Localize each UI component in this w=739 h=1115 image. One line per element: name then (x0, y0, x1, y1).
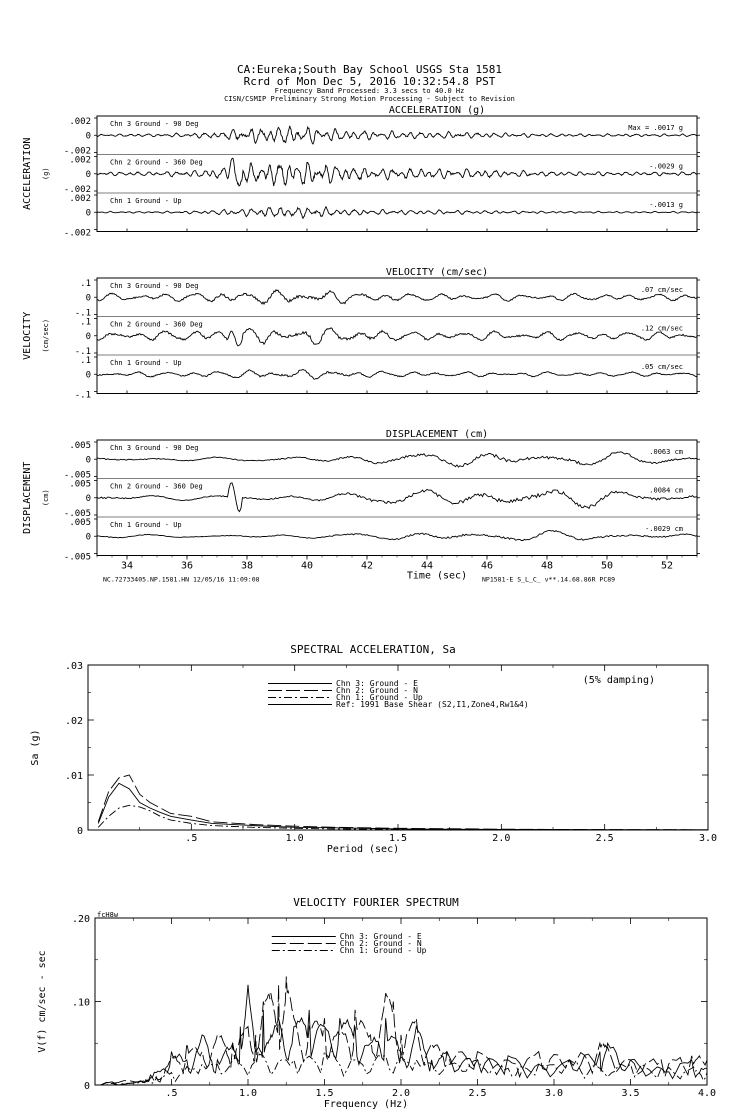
acc-peak-value: Max = .0017 g (628, 124, 683, 132)
velocity-fourier-chart (0, 890, 739, 1115)
sa-xtick-label: 3.0 (698, 833, 718, 844)
vel-channel-name: Chn 3 Ground - 90 Deg (110, 282, 199, 290)
time-tick-label: 44 (420, 560, 434, 572)
sa-legend-label: Chn 1: Ground - Up (336, 693, 423, 702)
time-tick-label: 48 (540, 560, 554, 572)
vel-tick-bottom: -.1 (74, 390, 91, 401)
vf-xtick-label: 1.5 (315, 1088, 334, 1099)
dis-ylabel: DISPLACEMENT (22, 461, 33, 534)
frequency-band: Frequency Band Processed: 3.3 secs to 40.0 Hz (274, 87, 465, 95)
sa-legend-label: Ref: 1991 Base Shear (S2,I1,Zone4,Rw1&4) (336, 700, 529, 709)
vel-trace-3 (97, 290, 697, 304)
time-tick-label: 40 (300, 560, 314, 572)
vel-ylabel: VELOCITY (22, 311, 33, 360)
dis-panel (22, 429, 700, 584)
vf-ytick-label: .10 (71, 997, 90, 1009)
vel-peak-value: .12 cm/sec (640, 324, 683, 333)
dis-tick-top: .005 (69, 479, 91, 490)
vf-title: VELOCITY FOURIER SPECTRUM (293, 896, 459, 909)
sa-xtick-label: 2.5 (595, 833, 614, 844)
sa-annotation: (5% damping) (582, 675, 655, 686)
dis-tick-bottom: -.005 (63, 552, 91, 563)
vel-tick-zero: 0 (85, 293, 91, 304)
dis-peak-value: -.0029 cm (645, 525, 683, 533)
acc-tick-zero: 0 (85, 131, 91, 142)
dis-unit: (cm) (42, 489, 50, 507)
vel-trace-2 (97, 328, 697, 346)
acc-tick-top: .002 (69, 194, 91, 204)
vel-peak-value: .05 cm/sec (640, 363, 683, 371)
dis-title: DISPLACEMENT (cm) (385, 429, 489, 440)
vf-xlabel: Frequency (Hz) (323, 1099, 409, 1110)
dis-channel-name: Chn 2 Ground - 360 Deg (110, 482, 203, 491)
acc-unit: (g) (42, 167, 50, 181)
time-tick-label: 38 (240, 560, 254, 572)
sa-ytick-label: .01 (64, 771, 83, 782)
vel-tick-top: .1 (80, 356, 91, 366)
vf-xtick-label: 4.0 (697, 1088, 717, 1099)
acc-panel (22, 105, 700, 239)
dis-tick-top: .005 (69, 518, 91, 528)
acc-tick-zero: 0 (85, 208, 91, 219)
acc-tick-zero: 0 (85, 169, 91, 180)
acc-tick-bottom: -.002 (63, 146, 91, 157)
vf-xtick-label: 2.0 (391, 1088, 411, 1099)
acc-peak-value: -.0013 g (649, 201, 683, 209)
vf-xtick-label: 1.0 (238, 1088, 258, 1099)
dis-tick-bottom: -.005 (63, 509, 91, 519)
sa-xtick-label: .5 (185, 833, 198, 844)
spectral-acceleration-chart (0, 640, 739, 875)
vel-unit: (cm/sec) (42, 318, 50, 353)
time-tick-label: 50 (600, 560, 614, 572)
sa-xtick-label: 2.0 (492, 833, 511, 844)
dis-peak-value: .0084 cm (649, 486, 683, 495)
sa-series-2 (98, 775, 708, 830)
acc-peak-value: -.0029 g (649, 162, 683, 171)
sa-series-3 (98, 805, 708, 830)
vel-channel-name: Chn 1 Ground - Up (110, 359, 182, 367)
sa-ytick-label: .02 (64, 716, 83, 727)
vel-tick-top: .1 (80, 279, 91, 289)
dis-channel-name: Chn 3 Ground - 90 Deg (110, 444, 199, 452)
dis-tick-zero: 0 (85, 532, 91, 543)
dis-peak-value: .0063 cm (649, 448, 683, 456)
station-title: CA:Eureka;South Bay School USGS Sta 1581 (237, 63, 502, 76)
time-tick-label: 36 (180, 560, 194, 572)
sa-xtick-label: 1.5 (388, 833, 408, 844)
vel-tick-bottom: -.1 (74, 347, 91, 357)
acc-channel-name: Chn 3 Ground - 90 Deg (110, 120, 199, 128)
dis-trace-3 (97, 452, 697, 467)
dis-tick-zero: 0 (85, 455, 91, 466)
dis-tick-zero: 0 (85, 493, 91, 504)
vel-tick-zero: 0 (85, 370, 91, 381)
vf-ytick-label: .20 (71, 914, 90, 925)
acc-tick-bottom: -.002 (63, 185, 91, 195)
acc-tick-top: .002 (69, 117, 91, 127)
vf-series-2 (95, 977, 707, 1086)
time-footer-left: NC.72733405.NP.1581.HN 12/05/16 11:09:08 (103, 575, 260, 584)
dis-trace-1 (97, 530, 697, 540)
vel-title: VELOCITY (cm/sec) (385, 267, 489, 278)
acc-title: ACCELERATION (g) (388, 105, 486, 116)
time-tick-label: 46 (480, 560, 494, 572)
vf-xtick-label: 3.0 (544, 1088, 564, 1099)
processing-note: CISN/CSMIP Preliminary Strong Motion Processing - Subject to Revision (224, 95, 515, 103)
sa-title: SPECTRAL ACCELERATION, Sa (290, 643, 456, 656)
acc-tick-bottom: -.002 (63, 228, 91, 239)
dis-tick-bottom: -.005 (63, 470, 91, 481)
vf-legend-label: Chn 3: Ground - E (339, 932, 422, 941)
acc-channel-name: Chn 2 Ground - 360 Deg (110, 158, 203, 167)
dis-channel-name: Chn 1 Ground - Up (110, 521, 182, 529)
acc-channel-name: Chn 1 Ground - Up (110, 197, 182, 205)
sa-xlabel: Period (sec) (326, 844, 400, 855)
sa-legend-label: Chn 2: Ground - N (336, 686, 418, 695)
sa-ylabel: Sa (g) (30, 729, 41, 766)
vel-trace-1 (97, 369, 697, 379)
vel-tick-top: .1 (80, 317, 91, 328)
vf-corner-label: fcH8w (97, 911, 119, 919)
acc-trace-3 (97, 126, 697, 144)
time-tick-label: 52 (660, 560, 674, 572)
vf-ylabel: V(f) cm/sec - sec (37, 950, 48, 1053)
time-axis-label: Time (sec) (406, 570, 468, 582)
time-tick-label: 34 (120, 560, 134, 572)
dis-tick-top: .005 (69, 441, 91, 451)
vel-tick-bottom: -.1 (74, 308, 91, 319)
sa-legend-label: Chn 3: Ground - E (336, 679, 418, 688)
vel-channel-name: Chn 2 Ground - 360 Deg (110, 320, 203, 329)
time-footer-right: NP1581-E S_L_C_ v**.14.68.86R PC89 (482, 575, 616, 584)
vel-peak-value: .07 cm/sec (640, 286, 683, 294)
vf-ytick-label: 0 (83, 1081, 90, 1092)
time-tick-label: 42 (360, 560, 374, 572)
acc-tick-top: .002 (69, 155, 91, 166)
sa-ytick-label: .03 (64, 661, 83, 672)
vel-panel (22, 267, 700, 401)
acc-ylabel: ACCELERATION (22, 137, 33, 210)
sa-ytick-label: 0 (76, 826, 83, 837)
vf-legend-label: Chn 2: Ground - N (339, 939, 422, 948)
vf-xtick-label: 2.5 (468, 1088, 487, 1099)
vel-tick-zero: 0 (85, 331, 91, 342)
vf-xtick-label: .5 (165, 1088, 178, 1099)
vf-legend-label: Chn 1: Ground - Up (339, 946, 427, 955)
record-time: Rcrd of Mon Dec 5, 2016 10:32:54.8 PST (243, 75, 496, 88)
vf-xtick-label: 3.5 (621, 1088, 640, 1099)
sa-xtick-label: 1.0 (285, 833, 304, 844)
acc-trace-1 (97, 207, 697, 218)
